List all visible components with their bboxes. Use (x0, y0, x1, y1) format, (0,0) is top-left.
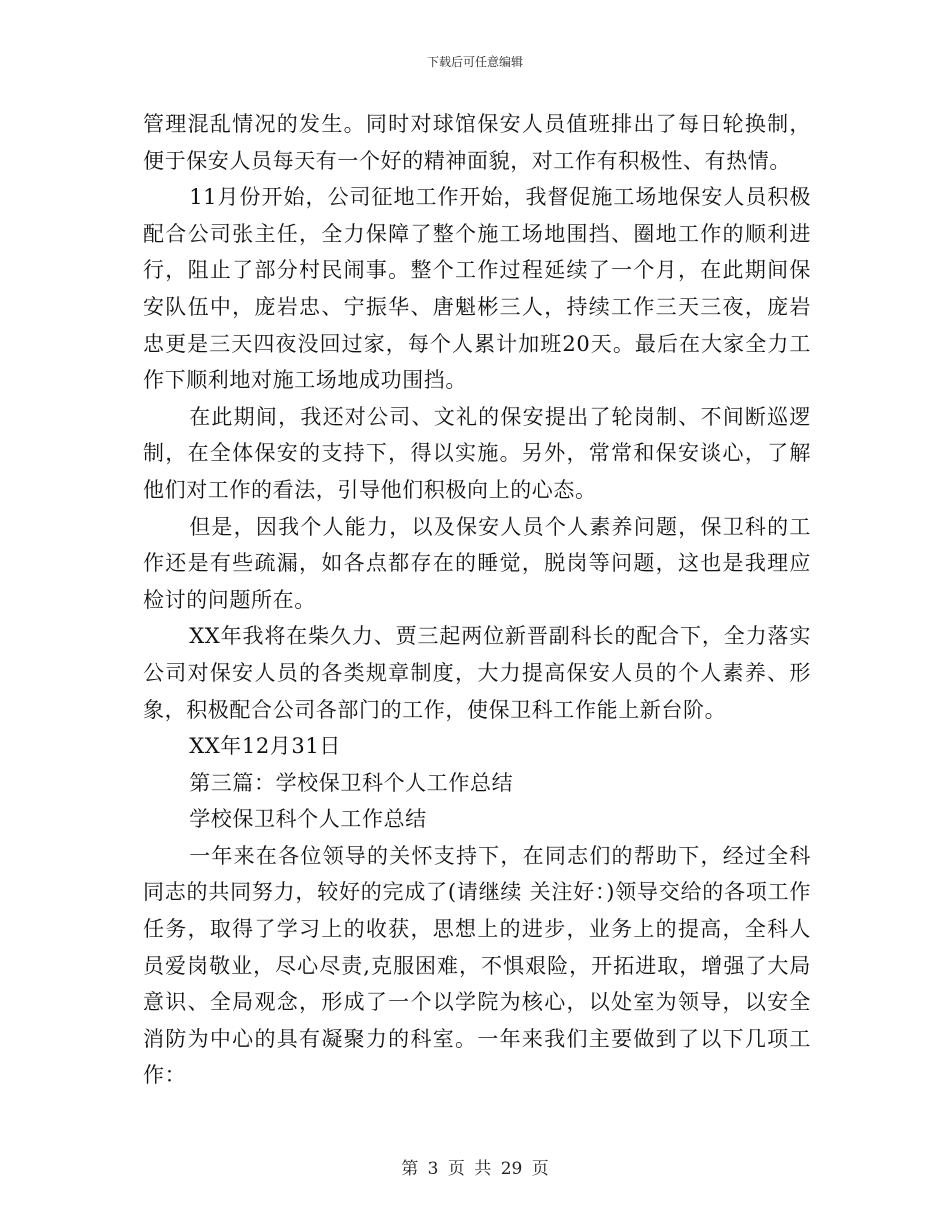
section-subtitle: 学校保卫科个人工作总结 (189, 807, 427, 832)
date-line: XX年12月31日 (189, 734, 341, 759)
paragraph: 11月份开始，公司征地工作开始，我督促施工场地保安人员积极配合公司张主任，全力保障了整个施工场地围挡、圈地工作的顺利进行，阻止了部分村民闹事。整个工作过程延续了一个月，在此期间保安队伍中，庞岩忠、宁振华、唐魁彬三人，持续工作三天三夜，庞岩忠更是三天四夜没回过家，每个人累计加班20天。最后在大家全力工作下顺利地对施工场地成功围挡。 (143, 185, 811, 393)
page-header-note: 下载后可任意编辑 (426, 55, 523, 69)
paragraph: 在此期间，我还对公司、文礼的保安提出了轮岗制、不间断巡逻制，在全体保安的支持下，得以实施。另外，常常和保安谈心，了解他们对工作的看法，引导他们积极向上的心态。 (143, 404, 811, 502)
document-body (143, 106, 811, 1094)
paragraph: XX年我将在柴久力、贾三起两位新晋副科长的配合下，全力落实公司对保安人员的各类规章制度，大力提高保安人员的个人素养、形象，积极配合公司各部门的工作，使保卫科工作能上新台阶。 (143, 624, 811, 722)
paragraph: 但是，因我个人能力，以及保安人员个人素养问题，保卫科的工作还是有些疏漏，如各点都存在的睡觉，脱岗等问题，这也是我理应检讨的问题所在。 (143, 514, 811, 612)
paragraph: 一年来在各位领导的关怀支持下，在同志们的帮助下，经过全科同志的共同努力，较好的完成了(请继续 关注好：)领导交给的各项工作任务，取得了学习上的收获，思想上的进步，业务上的提高，全科人员爱岗敬业，尽心尽责,克服困难，不惧艰险，开拓进取，增强了大局意识、全局观念，形成了一个以学院为核心，以处室为领导，以安全消防为中心的具有凝聚力的科室。一年来我们主要做到了以下几项工作： (143, 843, 811, 1088)
section-heading: 第三篇：学校保卫科个人工作总结 (189, 770, 514, 795)
page-number: 第 3 页 共 29 页 (401, 1159, 549, 1179)
paragraph: 管理混乱情况的发生。同时对球馆保安人员值班排出了每日轮换制，便于保安人员每天有一个好的精神面貌，对工作有积极性、有热情。 (143, 112, 811, 173)
